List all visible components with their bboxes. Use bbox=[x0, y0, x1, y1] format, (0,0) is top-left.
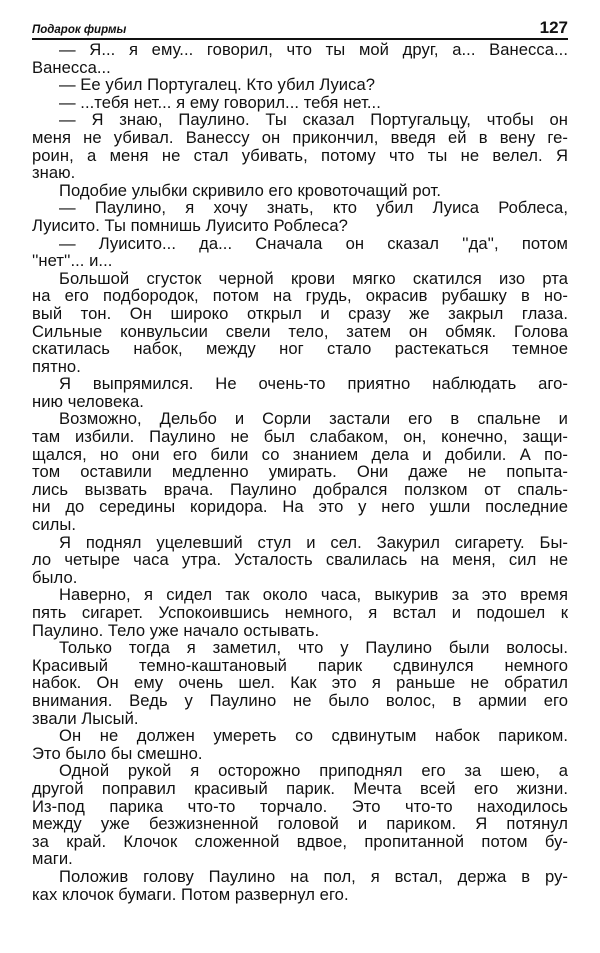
text-line: Луисито. Ты помнишь Луисито Роблеса? bbox=[32, 215, 348, 235]
text-line: внимания. Ведь у Паулино не было волос, в армии его bbox=[32, 690, 568, 710]
paragraph bbox=[32, 182, 568, 200]
text-line: Я выпрямился. Не очень-то приятно наблюдать аго- bbox=[59, 374, 568, 394]
running-title: Подарок фирмы bbox=[32, 24, 127, 36]
text-line: Он не должен умереть со сдвинутым набок париком. bbox=[59, 726, 568, 746]
text-line: роин, а меня не стал убивать, потому что ты не велел. Я bbox=[32, 145, 568, 165]
text-line: знаю. bbox=[32, 163, 76, 183]
page-body bbox=[32, 41, 568, 903]
paragraph bbox=[32, 762, 568, 868]
text-line: было. bbox=[32, 567, 78, 587]
text-line: скатилась набок, между ног стало растекаться темное bbox=[32, 339, 568, 359]
text-line: Положив голову Паулино на пол, я встал, держа в ру- bbox=[59, 866, 568, 886]
text-line: ни до середины коридора. На это у него ушли последние bbox=[32, 497, 568, 517]
paragraph bbox=[32, 41, 568, 76]
text-line: Возможно, Дельбо и Сорли застали его в спальне и bbox=[59, 409, 568, 429]
text-line: маги. bbox=[32, 849, 73, 869]
text-line: — Луисито... да... Сначала он сказал ''да'', потом bbox=[59, 233, 568, 253]
paragraph bbox=[32, 76, 568, 94]
paragraph bbox=[32, 270, 568, 376]
text-line: ''нет''... и... bbox=[32, 251, 113, 271]
text-line: Сильные конвульсии свели тело, затем он обмяк. Голова bbox=[32, 321, 568, 341]
text-line: между уже безжизненной головой и париком. Я потянул bbox=[32, 814, 568, 834]
text-line: ло четыре часа утра. Усталость свалилась на меня, сил не bbox=[32, 550, 568, 570]
text-line: ках клочок бумаги. Потом развернул его. bbox=[32, 884, 349, 904]
paragraph bbox=[32, 199, 568, 234]
text-line: вый тон. Он широко открыл и сразу же закрыл глаза. bbox=[32, 303, 568, 323]
text-line: Я поднял уцелевший стул и сел. Закурил сигарету. Бы- bbox=[59, 532, 568, 552]
paragraph bbox=[32, 868, 568, 903]
text-line: Из-под парика что-то торчало. Это что-то находилось bbox=[32, 796, 568, 816]
text-line: Подобие улыбки скривило его кровоточащий рот. bbox=[59, 180, 441, 200]
text-line: лись вызвать врача. Паулино добрался ползком от спаль- bbox=[32, 479, 568, 499]
paragraph bbox=[32, 235, 568, 270]
text-line: щался, но они его били со знанием дела и добили. А по- bbox=[32, 444, 568, 464]
text-line: Одной рукой я осторожно приподнял его за шею, а bbox=[59, 761, 568, 781]
text-line: — Я знаю, Паулино. Ты сказал Португальцу, чтобы он bbox=[59, 110, 568, 130]
paragraph bbox=[32, 534, 568, 587]
text-line: другой поправил красивый парик. Мечта всей его жизни. bbox=[32, 778, 568, 798]
text-line: Это было бы смешно. bbox=[32, 743, 203, 763]
paragraph bbox=[32, 639, 568, 727]
text-line: пятно. bbox=[32, 356, 81, 376]
text-line: Большой сгусток черной крови мягко скатился изо рта bbox=[59, 268, 568, 288]
text-line: нию человека. bbox=[32, 391, 144, 411]
text-line: — Паулино, я хочу знать, кто убил Луиса Роблеса, bbox=[59, 198, 568, 218]
text-line: силы. bbox=[32, 515, 77, 535]
text-line: пять сигарет. Успокоившись немного, я встал и подошел к bbox=[32, 603, 568, 622]
text-line: — Ее убил Португалец. Кто убил Луиса? bbox=[59, 75, 376, 95]
text-line: том оставили медленно умирать. Они даже не попыта- bbox=[32, 462, 568, 482]
text-line: Паулино. Тело уже начало остывать. bbox=[32, 620, 320, 640]
text-line: там избили. Паулино не был слабаком, он, конечно, защи- bbox=[32, 427, 568, 447]
paragraph bbox=[32, 94, 568, 112]
text-line: Ванесса... bbox=[32, 57, 111, 77]
text-line: Только тогда я заметил, что у Паулино были волосы. bbox=[59, 638, 568, 658]
paragraph bbox=[32, 727, 568, 762]
text-line: — ...тебя нет... я ему говорил... тебя нет... bbox=[59, 92, 381, 112]
text-line: за край. Клочок сложенной вдвое, пропитанной потом бу- bbox=[32, 831, 568, 851]
page-header bbox=[32, 18, 568, 40]
text-line: звали Лысый. bbox=[32, 708, 139, 728]
paragraph bbox=[32, 586, 568, 639]
text-line: Наверно, я сидел так около часа, выкурив за это время bbox=[59, 585, 568, 605]
page-number: 127 bbox=[539, 18, 568, 37]
paragraph bbox=[32, 111, 568, 181]
paragraph bbox=[32, 410, 568, 533]
text-line: меня не убивал. Ванессу он прикончил, введя ей в вену ге- bbox=[32, 127, 568, 147]
text-line: на его подбородок, потом на грудь, окрасив рубашку в но- bbox=[32, 286, 568, 306]
paragraph bbox=[32, 375, 568, 410]
text-line: набок. Он ему очень шел. Как это я раньше не обратил bbox=[32, 673, 568, 693]
text-line: Красивый темно-каштановый парик сдвинулся немного bbox=[32, 655, 568, 675]
text-line: — Я... я ему... говорил, что ты мой друг, а... Ванесса... bbox=[59, 40, 568, 59]
